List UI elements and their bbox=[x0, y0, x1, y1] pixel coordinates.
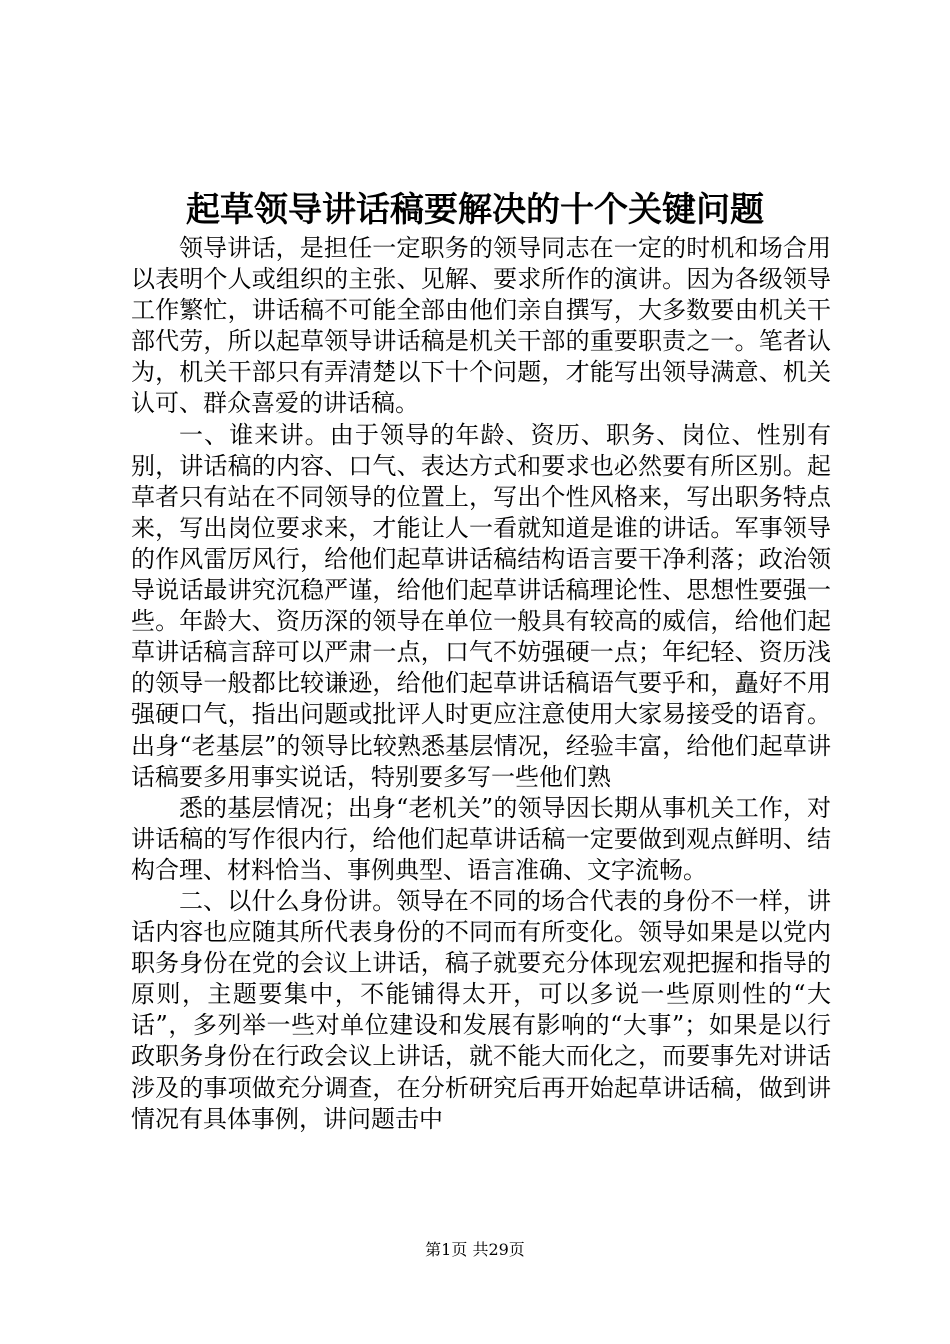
paragraph-who-speaks: 一、谁来讲。由于领导的年龄、资历、职务、岗位、性别有别，讲话稿的内容、口气、表达方式和要求也必然要有所区别。起草者只有站在不同领导的位置上，写出个性风格来，写出职务特点来，写出岗位要求来，才能让人一看就知道是谁的讲话。军事领导的作风雷厉风行，给他们起草讲话稿结构语言要干净利落；政治领导说话最讲究沉稳严谨，给他们起草讲话稿理论性、思想性要强一些。年龄大、资历深的领导在单位一般具有较高的威信，给他们起草讲话稿言辞可以严肃一点，口气不妨强硬一点；年纪轻、资历浅的领导一般都比较谦逊，给他们起草讲话稿语气要乎和，矗好不用强硬口气，指出问题或批评人时更应注意使用大家易接受的语育。出身“老基层”的领导比较熟悉基层情况，经验丰富，给他们起草讲话稿要多用事实说话，特别要多写一些他们熟 bbox=[131, 420, 831, 791]
paragraph-intro: 领导讲话，是担任一定职务的领导同志在一定的时机和场合用以表明个人或组织的主张、见解、要求所作的演讲。因为各级领导工作繁忙，讲话稿不可能全部由他们亲自撰写，大多数要由机关干部代劳，所以起草领导讲话稿是机关干部的重要职责之一。笔者认为，机关干部只有弄清楚以下十个问题，才能写出领导满意、机关认可、群众喜爱的讲话稿。 bbox=[131, 234, 831, 418]
paragraph-who-speaks-continued: 悉的基层情况；出身“老机关”的领导因长期从事机关工作，对讲话稿的写作很内行，给他们起草讲话稿一定要做到观点鲜明、结构合理、材料恰当、事例典型、语言准确、文字流畅。 bbox=[131, 793, 831, 884]
document-title: 起草领导讲话稿要解决的十个关键问题 bbox=[186, 190, 764, 230]
page-number-footer: 第1页 共29页 bbox=[425, 1240, 525, 1259]
paragraph-speaking-identity: 二、以什么身份讲。领导在不同的场合代表的身份不一样，讲话内容也应随其所代表身份的不同而有所变化。领导如果是以党内职务身份在党的会议上讲话，稿子就要充分体现宏观把握和指导的原则，主题要集中，不能铺得太开，可以多说一些原则性的“大话”，多列举一些对单位建设和发展有影响的“大事”；如果是以行政职务身份在行政会议上讲话，就不能大而化之，而要事先对讲话涉及的事项做充分调查，在分析研究后再开始起草讲话稿，做到讲情况有具体事例，讲问题击中 bbox=[131, 886, 831, 1133]
document-body bbox=[131, 233, 831, 1135]
